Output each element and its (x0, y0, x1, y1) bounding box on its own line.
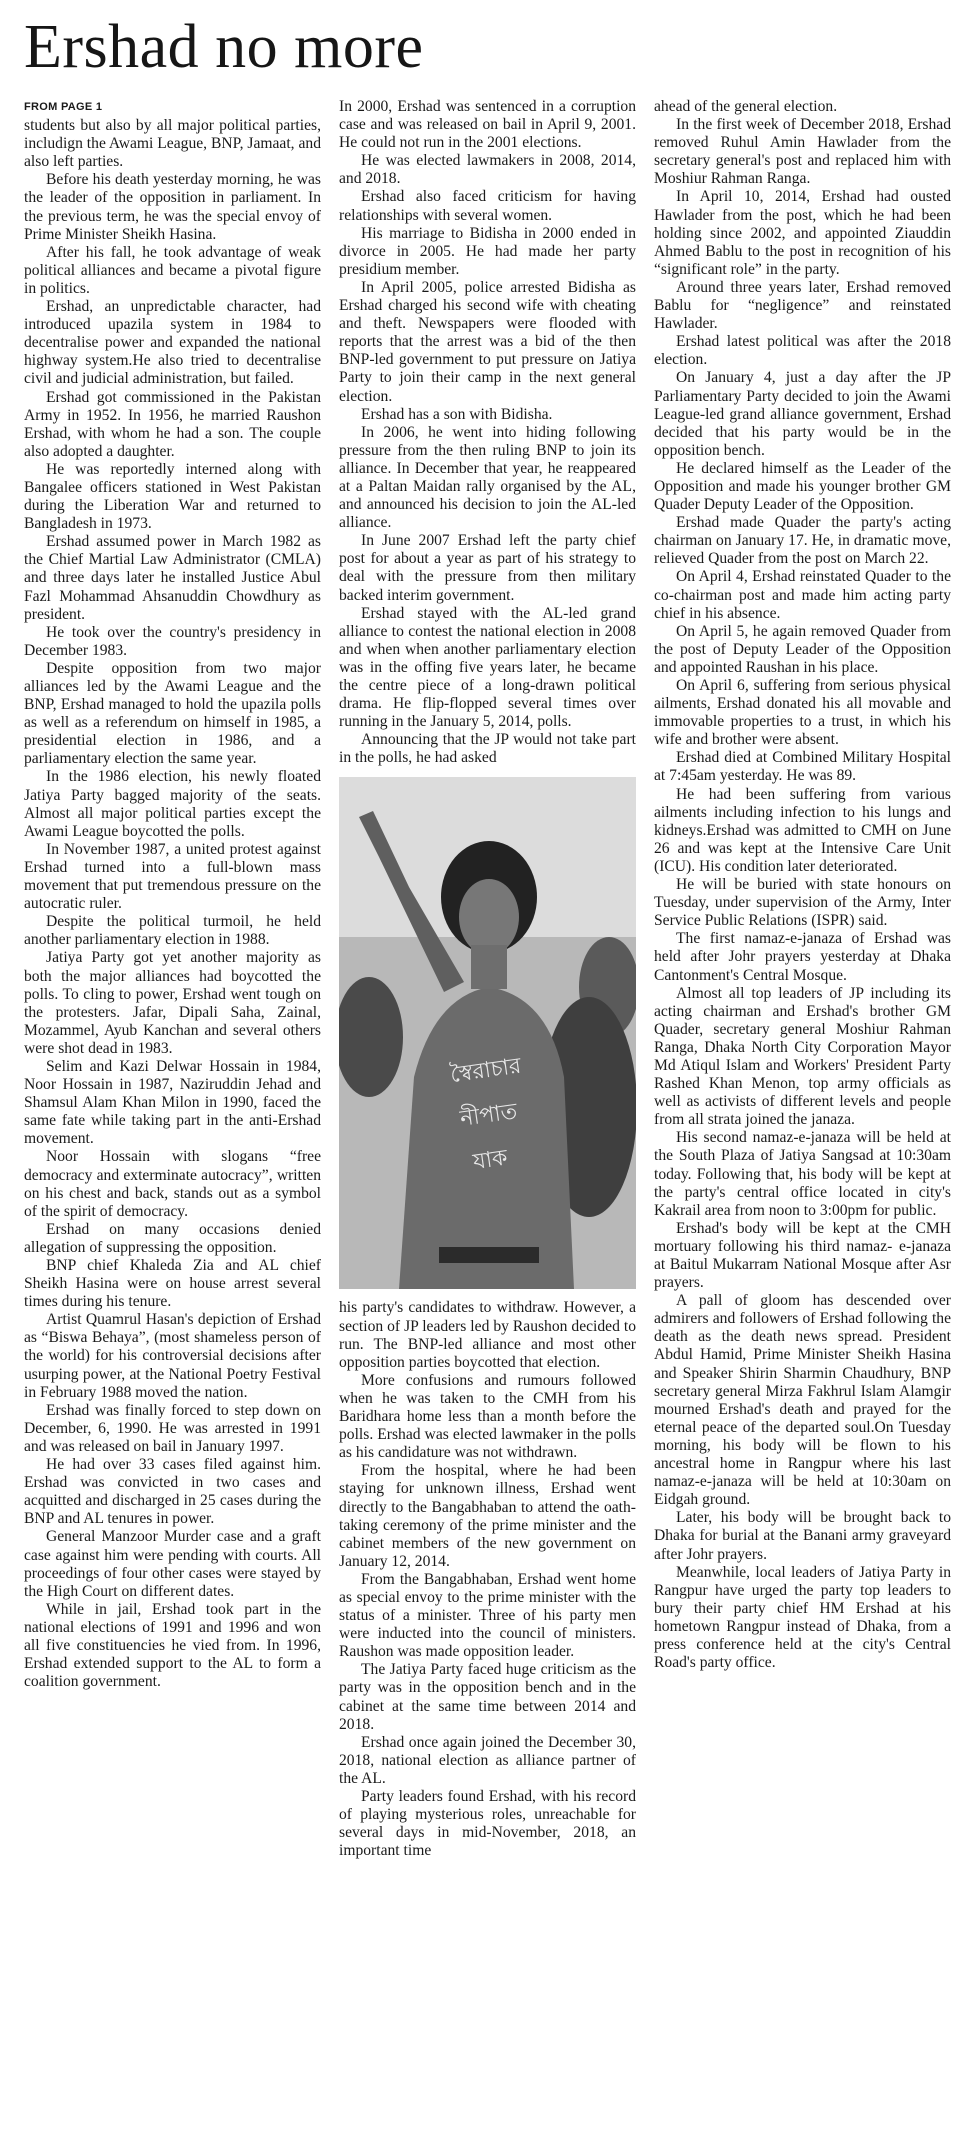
paragraph: A pall of gloom has descended over admirers and followers of Ershad following the death as the death news spread. President Abdul Hamid, Prime Minister Sheikh Hasina and Speaker Shirin Sharmin Chaudhury, BNP secretary general Mirza Fakhrul Islam Alamgir mourned Ershad's death and prayed for the eternal peace of the departed soul.On Tuesday morning, his body will be flown to his ancestral home in Rangpur where his last namaz-e-janaza will be held at 10:30am on Eidgah ground. (654, 1292, 951, 1509)
paragraph: He declared himself as the Leader of the Opposition and made his younger brother GM Quader Deputy Leader of the Opposition. (654, 459, 951, 514)
paragraph: Ershad latest political was after the 2018 election. (654, 333, 951, 369)
paragraph: Around three years later, Ershad removed Bablu for “negligence” and reinstated Hawlader. (654, 278, 951, 333)
paragraph: Announcing that the JP would not take part in the polls, he had asked (339, 731, 636, 767)
headline: Ershad no more (24, 13, 424, 81)
paragraph: He was elected lawmakers in 2008, 2014, and 2018. (339, 152, 636, 188)
paragraph: Despite the political turmoil, he held another parliamentary election in 1988. (24, 913, 321, 949)
paragraph: Before his death yesterday morning, he was the leader of the opposition in parliament. In the previous term, he was the special envoy of Prime Minister Sheikh Hasina. (24, 171, 321, 243)
paragraph: After his fall, he took advantage of weak political alliances and became a pivotal figure in politics. (24, 243, 321, 297)
paragraph: Selim and Kazi Delwar Hossain in 1984, Noor Hossain in 1987, Naziruddin Jehad and Shamsul Alam Khan Milon in 1990, faced the same fate while taking part in the anti-Ershad movement. (24, 1057, 321, 1148)
paragraph: On April 5, he again removed Quader from the post of Deputy Leader of the Opposition and appointed Raushan in his place. (654, 622, 951, 676)
paragraph: Party leaders found Ershad, with his record of playing mysterious roles, unreachable for several days in mid-November, 2018, an important time (339, 1788, 636, 1860)
paragraph: On April 4, Ershad reinstated Quader to the co-chairman post and made him acting party chief in his absence. (654, 568, 951, 622)
chest-slogan-line-1: স্বৈরাচার (448, 1054, 523, 1089)
paragraph: Ershad has a son with Bidisha. (361, 405, 553, 423)
paragraph: Artist Quamrul Hasan's depiction of Ershad as “Biswa Behaya”, (most shameless person of the world) for his controversial decisions after usurping power, at the National Poetry Festival in February 1988 moved the nation. (24, 1311, 321, 1401)
column-2 (339, 98, 636, 1860)
paragraph: In June 2007 Ershad left the party chief post for about a year as part of his strategy to deal with the pressure from then military backed interim government. (339, 532, 636, 604)
chest-slogan-line-2: নীপাত (458, 1099, 519, 1133)
paragraph: He had been suffering from various ailments including infection to his lungs and kidneys.Ershad was admitted to CMH on June 26 and was kept at the Intensive Care Unit (ICU). His condition later deteriorated. (654, 785, 951, 875)
paragraph: Ershad, an unpredictable character, had introduced upazila system in 1984 to decentralise power and expanded the national highway system.He also tried to decentralise civil and judicial administration, but failed. (24, 298, 321, 388)
paragraph: His second namaz-e-janaza will be held at the South Plaza of Jatiya Sangsad at 10:30am today. Following that, his body will be kept at the party's central office located in city's Kakrail area from noon to 3:00pm for public. (654, 1129, 951, 1219)
paragraph: He took over the country's presidency in December 1983. (24, 623, 321, 659)
paragraph: In April 10, 2014, Ershad had ousted Hawlader from the post, which he had been holding since 2002, and appointed Ziauddin Ahmed Bablu to the post in recognition of his “significant role” in the party. (654, 188, 951, 278)
paragraph: General Manzoor Murder case and a graft case against him were pending with courts. All proceedings of four other cases were stayed by the High Court on different dates. (24, 1528, 321, 1600)
paragraph: Ershad died at Combined Military Hospital at 7:45am yesterday. He was 89. (654, 749, 951, 785)
paragraph: On January 4, just a day after the JP Parliamentary Party decided to join the Awami League-led grand alliance government, Ershad decided that his party would be in the opposition bench. (654, 369, 951, 459)
paragraph: Ershad also faced criticism for having relationships with several women. (339, 188, 636, 224)
paragraph: Despite opposition from two major alliances led by the Awami League and the BNP, Ershad managed to hold the upazila polls as well as a referendum on himself in 1985, a presidential election in 1986, and a parliamentary election the same year. (24, 659, 321, 768)
paragraph: Ershad once again joined the December 30, 2018, national election as alliance partner of the AL. (339, 1733, 636, 1787)
paragraph: In November 1987, a united protest against Ershad turned into a full-blown mass movement that put tremendous pressure on the autocratic ruler. (24, 840, 321, 913)
paragraph: His marriage to Bidisha in 2000 ended in divorce in 2005. He had made her party presidium member. (339, 224, 636, 278)
paragraph: Later, his body will be brought back to Dhaka for burial at the Banani army graveyard after Johr prayers. (654, 1509, 951, 1563)
paragraph: In the 1986 election, his newly floated Jatiya Party bagged majority of the seats. Almost all major political parties except the Awami League boycotted the polls. (24, 768, 321, 840)
paragraph: The first namaz-e-janaza of Ershad was held after Johr prayers yesterday at Dhaka Cantonment's Central Mosque. (654, 930, 951, 984)
paragraph: Noor Hossain with slogans “free democracy and exterminate autocracy”, written on his chest and back, stands out as a symbol of the spirit of democracy. (24, 1148, 321, 1220)
paragraph: students but also by all major political parties, includign the Awami League, BNP, Jamaat, and also left parties. (24, 117, 321, 171)
paragraph: He was reportedly interned along with Bangalee officers stationed in West Pakistan during the Liberation War and returned to Bangladesh in 1973. (24, 460, 321, 533)
paragraph: From the hospital, where he had been staying for unknown illness, Ershad went directly to the Bangabhaban to attend the oath-taking ceremony of the prime minister and the cabinet members of the new government on January 12, 2014. (339, 1462, 636, 1570)
paragraph: Ershad stayed with the AL-led grand alliance to contest the national election in 2008 and when when another parliamentary election was in the offing five years later, he became the centre piece of a long-drawn political drama. He flip-flopped several times over running in the January 5, 2014, polls. (339, 604, 636, 731)
column-2-top (339, 98, 636, 767)
column-2-bottom (339, 1299, 636, 1860)
paragraph: Ershad made Quader the party's acting chairman on January 17. He, in dramatic move, relieved Quader from the post on March 22. (654, 514, 951, 568)
paragraph: In April 2005, police arrested Bidisha as Ershad charged his second wife with cheating and theft. Newspapers were flooded with reports that the arrest was a bid of the then BNP-led government to put pressure on Jatiya Party to join their camp in the next general election. (339, 278, 636, 405)
paragraph: Ershad was finally forced to step down on December, 6, 1990. He was arrested in 1991 and was released on bail in January 1997. (24, 1401, 321, 1455)
kicker: FROM PAGE 1 (24, 101, 103, 113)
paragraph: In 2006, he went into hiding following pressure from the then ruling BNP to join its alliance. In December that year, he reappeared at a Paltan Maidan rally organised by the AL, and announced his decision to join the AL-led alliance. (339, 423, 636, 532)
article-columns (24, 98, 956, 1860)
paragraph: Ershad got commissioned in the Pakistan Army in 1952. In 1956, he married Raushon Ershad, with whom he had a son. The couple also adopted a daughter. (24, 388, 321, 460)
protester-photo (339, 777, 636, 1289)
paragraph: In 2000, Ershad was sentenced in a corruption case and was released on bail in April 9, 2001. He could not run in the 2001 elections. (339, 98, 636, 152)
paragraph: On April 6, suffering from serious physical ailments, Ershad donated his all movable and immovable properties to a trust, in which his wife and brother were absent. (654, 677, 951, 749)
paragraph: his party's candidates to withdraw. However, a section of JP leaders led by Raushon decided to run. The BNP-led alliance and most other opposition parties boycotted that election. (339, 1299, 636, 1371)
paragraph: Almost all top leaders of JP including its acting chairman and Ershad's brother GM Quader, secretary general Moshiur Rahman Ranga, Dhaka North City Corporation Mayor Md Atiqul Islam and Workers' President Party Rashed Khan Menon, top army officials as well as activists of different levels and people from all strata joined the janaza. (654, 984, 951, 1129)
paragraph: More confusions and rumours followed when he was taken to the CMH from his Baridhara home less than a month before the polls. Ershad was elected lawmaker in the polls as his candidature was not withdrawn. (339, 1371, 636, 1462)
paragraph: Jatiya Party got yet another majority as both the major alliances had boycotted the polls. To cling to power, Ershad went tough on the protesters. Jafar, Dipali Saha, Zainal, Mozammel, Ayub Kanchan and several others were shot dead in 1983. (24, 949, 321, 1057)
chest-slogan-line-3: যাক (471, 1145, 510, 1176)
paragraph: From the Bangabhaban, Ershad went home as special envoy to the prime minister with the status of a minister. Three of his party men were inducted into the council of ministers. Raushon was made opposition leader. (339, 1570, 636, 1661)
paragraph: Ershad's body will be kept at the CMH mortuary following his third namaz- e-janaza at Baitul Mukarram National Mosque after Asr prayers. (654, 1219, 951, 1292)
paragraph: ahead of the general election. (654, 98, 838, 115)
column-3 (654, 98, 951, 1672)
paragraph: The Jatiya Party faced huge criticism as the party was in the opposition bench and in the cabinet at the same time between 2014 and 2018. (339, 1661, 636, 1733)
paragraph: Ershad on many occasions denied allegation of suppressing the opposition. (24, 1220, 321, 1256)
column-1 (24, 98, 321, 1691)
paragraph: While in jail, Ershad took part in the national elections of 1991 and 1996 and won all five constituencies he vied from. In 1996, Ershad extended support to the AL to form a coalition government. (24, 1600, 321, 1691)
paragraph: BNP chief Khaleda Zia and AL chief Sheikh Hasina were on house arrest several times during his tenure. (24, 1257, 321, 1311)
paragraph: In the first week of December 2018, Ershad removed Ruhul Amin Hawlader from the secretary general's post and replaced him with Moshiur Rahman Ranga. (654, 116, 951, 188)
paragraph: Ershad assumed power in March 1982 as the Chief Martial Law Administrator (CMLA) and three days later he installed Justice Abul Fazl Mohammad Ahsanuddin Chowdhury as president. (24, 533, 321, 623)
paragraph: He will be buried with state honours on Tuesday, under supervision of the Army, Inter Service Public Relations (ISPR) said. (654, 876, 951, 930)
paragraph: He had over 33 cases filed against him. Ershad was convicted in two cases and acquitted and discharged in 25 cases during the BNP and AL tenures in power. (24, 1456, 321, 1528)
paragraph: Meanwhile, local leaders of Jatiya Party in Rangpur have urged the party top leaders to bury their party chief HM Ershad at his hometown Rangpur instead of Dhaka, from a press conference held at the city's Central Road's party office. (654, 1563, 951, 1672)
photo-illustration (339, 777, 636, 1289)
